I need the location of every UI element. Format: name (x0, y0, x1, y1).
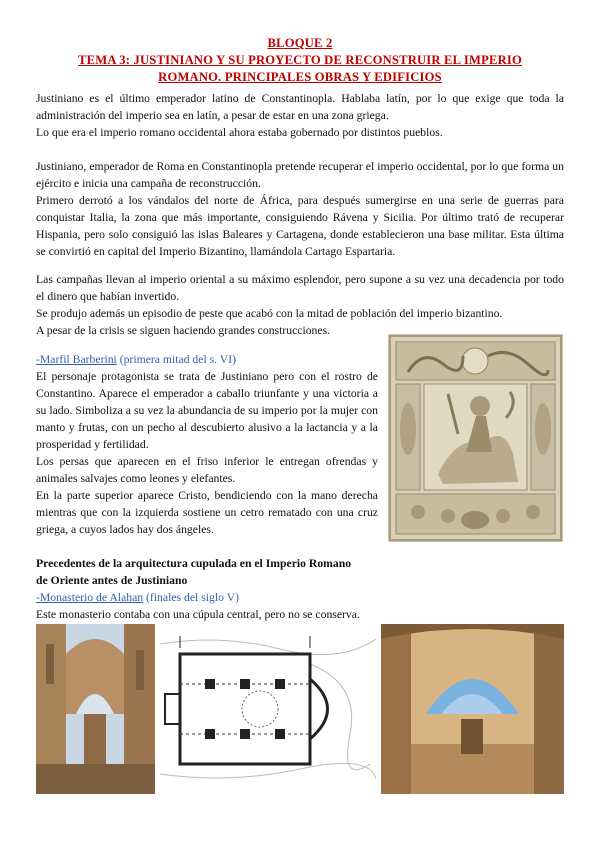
marfil-paragraph-3: En la parte superior aparece Cristo, bendiciendo con la mano derecha mientras que con la izquierda sostiene un cetro rematado con una cruz griega, a cuyos lados hay dos ángeles. (36, 489, 378, 536)
campaign-section (36, 158, 564, 260)
barberini-ivory-image (388, 334, 563, 542)
bloque-heading: BLOQUE 2 (267, 36, 333, 50)
alahan-paragraph-1: Este monasterio contaba con una cúpula central, pero no se conserva. (36, 608, 360, 621)
tema-heading-line1: TEMA 3: JUSTINIANO Y SU PROYECTO DE RECONSTRUIR EL IMPERIO (78, 53, 522, 67)
marfil-barberini-link[interactable]: -Marfil Barberini (36, 353, 117, 366)
intro-paragraph-2: Lo que era el imperio romano occidental ahora estaba gobernado por distintos pueblos. (36, 126, 443, 139)
decline-paragraph-1: Las campañas llevan al imperio oriental a su máximo esplendor, pero supone a su vez una decadencia por todo el dinero que habían invertido. (36, 273, 564, 303)
marfil-section (36, 351, 378, 538)
campaign-paragraph-1: Justiniano, emperador de Roma en Constantinopla pretende recuperar el imperio occidental, por lo que forma un ejército e inicia una campaña de reconstrucción. (36, 160, 564, 190)
decline-section (36, 271, 564, 339)
alahan-title-line (36, 589, 564, 606)
marfil-paragraph-1: El personaje protagonista se trata de Justiniano pero con el rostro de Constantino. Aparece el emperador a caballo triunfante y una victoria a su lado. Simboliza a su vez la abundancia de su imperio por la mujer con manto y frutas, con un pecho al descubierto alusivo a la lactancia y a la prosperidad y fertilidad. (36, 370, 378, 451)
precedentes-title-line1: Precedentes de la arquitectura cupulada en el Imperio Romano (36, 557, 352, 570)
campaign-paragraph-2: Primero derrotó a los vándalos del norte de África, para después sumergirse en una serie de guerras para conquistar Italia, la zona que más importante, consiguiendo Rávena y Sicilia. Por último trató de recuperar Hispania, pero solo consiguió las islas Baleares y Cartagena, donde establecieron una base militar. Esta última se convirtió en capital del Imperio Bizantino, llamándola Cartago Espartaria. (36, 194, 564, 258)
precedentes-section (36, 555, 564, 623)
monasterio-alahan-link[interactable]: -Monasterio de Alahan (36, 591, 144, 604)
alahan-ruins-photo-right (381, 624, 564, 794)
intro-section (36, 90, 564, 141)
decline-paragraph-3: A pesar de la crisis se siguen haciendo grandes construcciones. (36, 324, 331, 337)
marfil-title-line (36, 351, 378, 368)
marfil-date: (primera mitad del s. VI) (116, 353, 237, 366)
precedentes-title-line2: de Oriente antes de Justiniano (36, 574, 188, 587)
marfil-paragraph-2: Los persas que aparecen en el friso inferior le entregan ofrendas y animales salvajes como leones y elefantes. (36, 455, 378, 485)
alahan-floor-plan (160, 624, 376, 794)
decline-paragraph-2: Se produjo además un episodio de peste que acabó con la mitad de población del imperio bizantino. (36, 307, 503, 320)
alahan-ruins-photo-left (36, 624, 155, 794)
tema-heading-line2: ROMANO. PRINCIPALES OBRAS Y EDIFICIOS (158, 70, 442, 84)
intro-paragraph-1: Justiniano es el último emperador latino de Constantinopla. Hablaba latín, por lo que exige que toda la administración del imperio sea en latín, a pesar de estar en una zona griega. (36, 92, 564, 122)
alahan-date: (finales del siglo V) (143, 591, 239, 604)
